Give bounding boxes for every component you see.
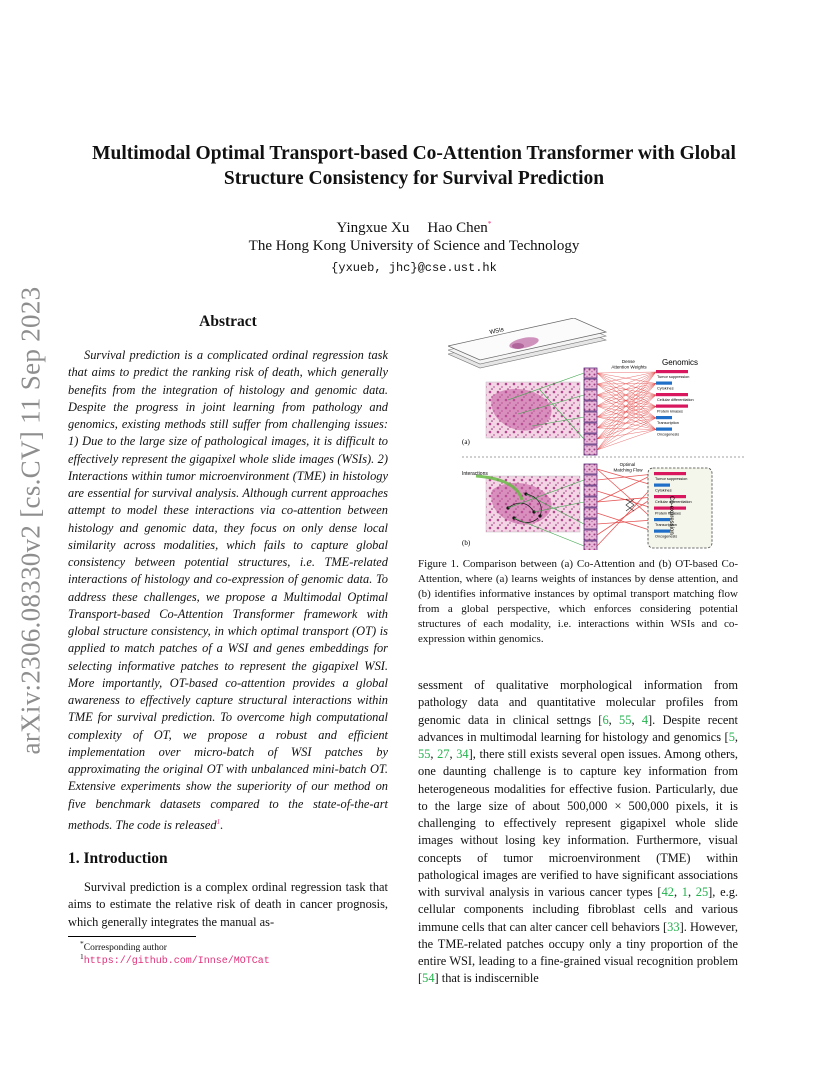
figure-1 [448,318,748,550]
gene-bar [656,405,688,408]
arxiv-identifier: arXiv:2306.08330v2 [cs.CV] 11 Sep 2023 [15,286,46,755]
footnote-ref-1[interactable]: 1 [216,816,221,826]
wsi-patch [584,390,597,400]
footnote-2 [80,952,270,967]
matching-flow-line1: Optimal [619,462,636,467]
wsi-patch [584,412,597,422]
panel-b-label: (b) [462,539,471,547]
gene-bar [656,393,688,396]
section-heading-introduction: 1. Introduction [68,850,168,867]
wsi-patch [584,486,597,496]
gene-bar [654,472,686,475]
gene-label: Tumor suppression [657,375,690,379]
gene-bar [656,370,688,373]
text-seg: sessment of qualitative morphological information from pathology data and quantitative molecular profiles from genomic data in clinical settngs [ [418,678,738,727]
gene-label: Cellular differentiation [655,500,692,504]
patch-stack-a [584,368,597,455]
dense-attention-line2: Attention Weights [611,364,647,370]
footnote-rule [68,936,196,937]
citation[interactable]: 25 [695,885,709,899]
sep: , [631,712,642,727]
gene-label: Tumor suppression [655,477,688,481]
wsi-patch [584,401,597,411]
wsi-patch [584,445,597,455]
matching-flow-label [613,462,643,473]
corresponding-mark: * [487,219,492,228]
citation[interactable]: 54 [422,971,435,986]
genomics-label: Genomics [662,358,699,367]
panel-a [486,368,694,455]
wsi-patch [584,508,597,518]
citation[interactable]: 6 [602,712,609,727]
author-xu: Yingxue Xu [336,220,410,236]
interactions-label: Interactions [462,471,488,477]
text-seg: ]. Despite recent advances in multimodal learning for histology and genomics [ [418,712,738,744]
wsi-patch [584,497,597,507]
gene-bar [654,484,670,487]
coexpression-label: Co-expression [668,496,674,535]
gene-bar [656,382,672,385]
dense-attention-label [611,359,647,370]
code-link[interactable]: https://github.com/Innse/MOTCat [83,956,270,968]
patch-stack-b [584,464,597,550]
wsi-slide-stack [448,318,606,368]
gene-label: Protein kinases [655,511,681,516]
gene-label: Oncogenesis [655,534,678,539]
wsi-patch [584,530,597,540]
sep: , [734,729,738,744]
citation[interactable]: 34 [456,747,469,761]
citation[interactable]: 1 [681,885,688,899]
affiliation: The Hong Kong University of Science and Technology [248,238,580,254]
dense-attention-line1: Dense [621,359,635,364]
gene-label: Transcription [657,421,679,425]
abstract-end: . [220,817,224,832]
wsis-label: WSIs [489,327,505,336]
wsi-patch [584,464,597,474]
citation[interactable]: 27 [437,747,450,761]
citation[interactable]: 5 [728,729,735,744]
citation[interactable]: 55 [619,712,632,727]
wsi-patch [584,475,597,485]
gene-bar [654,518,670,521]
gene-bar [654,530,670,533]
gene-label: Protein kinases [657,409,683,414]
author-chen: Hao Chen [427,220,488,236]
citation[interactable]: 4 [641,712,649,727]
panel-b [476,464,712,550]
gene-label: Cytokines [655,488,672,493]
text-seg: ] that is indiscernible [434,971,539,986]
wsi-patch [584,368,597,378]
sep: , [687,885,696,899]
sep: , [673,885,682,899]
intro-paragraph: Survival prediction is a complex ordinal regression task that aims to estimate the relative risk of death in cancer prognosis, which generally integrates the manual as- [68,880,388,929]
footnote-2-mark: 1 [80,952,84,961]
gene-label: Cytokines [657,386,674,391]
gene-label: Cellular differentiation [657,398,694,402]
genomics-list-a [656,370,694,437]
paper-title: Multimodal Optimal Transport-based Co-Attention Transformer with Global Structure Consistency for Survival Prediction [92,143,736,189]
attention-line [597,372,656,417]
wsi-patch [584,379,597,389]
gene-label: Oncogenesis [657,432,680,437]
text-seg: ]. However, the TME-related patches occupy only a tiny proportion of the entire WSI, leading to a fine-grained visual recognition problem [ [418,919,738,986]
wsi-patch [584,434,597,444]
citation[interactable]: 55 [418,747,431,761]
right-column-paragraph [418,677,738,988]
abstract-heading: Abstract [199,313,257,330]
abstract-body [68,347,388,834]
panel-a-label: (a) [462,438,470,446]
footnote-1-mark: * [80,939,84,948]
attention-line [597,372,656,373]
figure-1-caption: Figure 1. Comparison between (a) Co-Attention and (b) OT-based Co-Attention, where (a) learns weights of instances by dense attention, and (b) identifies informative instances by optimal transport matching flow from a global perspective, which enforces considering potential structures of each modality, i.e. interactions within WSIs and co-expression within genomics. [418,558,738,646]
email: {yxueb, jhc}@cse.ust.hk [331,261,497,275]
footnote-1-text: Corresponding author [83,943,167,954]
citation[interactable]: 33 [667,919,680,934]
sep: , [430,747,438,761]
gene-label: Transcription [655,523,677,527]
sep: , [449,747,457,761]
text-seg: ], e.g. cellular components including fibroblast cells and various immune cells that can alter cancer cell behaviors [ [418,885,738,934]
text-seg: ], there still exists several open issues. Among others, one daunting challenge is to capture key information from heterogeneous modalities for effective fusion. Particularly, due to the large size of about 500,000 × 500,000 pixels, it is challenging to effectively represent gigapixel whole slide images without losing key information. Furthermore, visual concepts of tumor microenvironment (TME) within pathological images are verified to have significant associations with survival analysis in various cancer types [ [418,747,739,899]
citation[interactable]: 42 [661,885,674,899]
gene-bar [656,416,672,419]
abstract-text: Survival prediction is a complicated ordinal regression task that aims to predict the ranking risk of death, which generally benefits from the integration of histology and genomic data. Despite the progress in joint learning from pathology and genomics, existing methods still suffer from challenging issues: 1) Due to the large size of pathological images, it is difficult to effectively represent the gigapixel whole slide images (WSIs). 2) Interactions within tumor microenvironment (TME) in histology are essential for survival analysis. Although current approaches attempt to model these interactions via co-attention between histology and genomic data, they focus on only dense local similarity across modalities, which fails to capture global consistency between potential structures, i.e. TME-related interactions of histology and co-expression of genomic data. To address these challenges, we propose a Multimodal Optimal Transport-based Co-Attention Transformer framework with global structure consistency, in which optimal transport (OT) is applied to match patches of a WSI and genes embeddings for selecting informative patches to represent the gigapixel WSI. More importantly, OT-based co-attention provides a global awareness to effectively capture structural interactions within TME for survival prediction. To overcome high computational complexity of OT, we propose a robust and efficient implementation over micro-batch of WSI patches by approximating the original OT with unbalanced mini-batch OT. Extensive experiments show the superiority of our method on five benchmark datasets compared to the state-of-the-art methods. The code is released [68,348,388,832]
wsi-patch [584,541,597,550]
sep: , [608,712,620,727]
authors [0,219,828,237]
wsi-patch [584,423,597,433]
matching-flow-line2: Matching Flow [613,467,643,473]
wsi-patch [584,519,597,529]
matching-line [597,520,654,524]
gene-bar [656,428,672,431]
